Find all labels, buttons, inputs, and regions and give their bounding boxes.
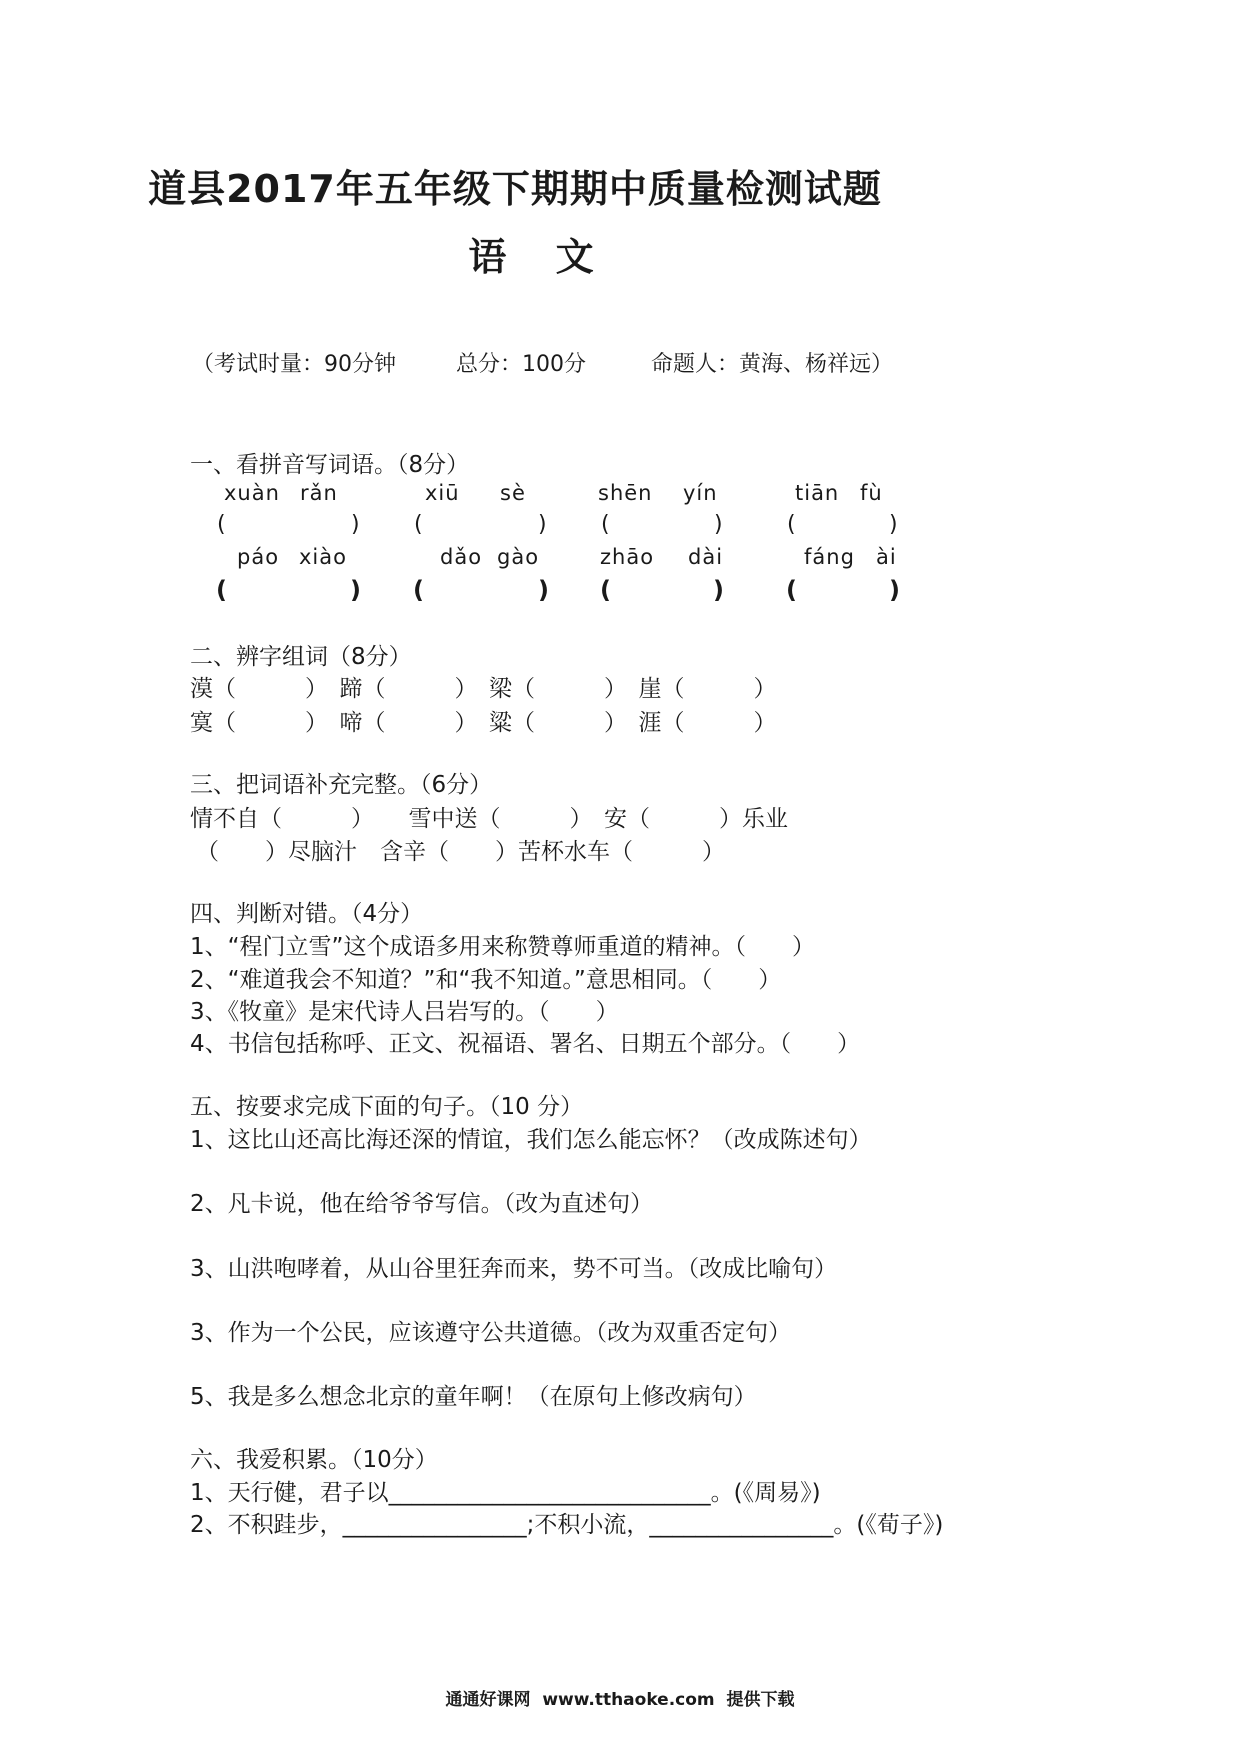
section-6-heading: 六、我爱积累。（10分） xyxy=(190,1447,438,1473)
answer-close-paren: ) xyxy=(538,512,547,537)
section-4-heading: 四、判断对错。（4分） xyxy=(190,901,424,927)
answer-open-paren: ( xyxy=(601,512,610,537)
pinyin: xiào xyxy=(299,545,347,569)
total-score: 总分：100分 xyxy=(456,352,586,377)
sentence-task: 5、我是多么想念北京的童年啊！（在原句上修改病句） xyxy=(190,1384,757,1410)
judge-item: 2、“难道我会不知道？”和“我不知道。”意思相同。（ ） xyxy=(190,967,782,993)
pinyin: tiān xyxy=(795,481,840,505)
answer-close-paren: ) xyxy=(713,576,724,604)
section-2-heading: 二、辨字组词（8分） xyxy=(190,644,412,670)
sentence-task: 2、凡卡说，他在给爷爷写信。（改为直述句） xyxy=(190,1191,654,1217)
subject-title: 语 文 xyxy=(468,235,612,279)
answer-open-paren: ( xyxy=(413,576,424,604)
footer-credit: 通通好课网 www.tthaoke.com 提供下载 xyxy=(445,1690,795,1710)
pinyin: xiū xyxy=(425,481,460,505)
section-1-heading: 一、看拼音写词语。（8分） xyxy=(190,452,470,478)
answer-close-paren: ) xyxy=(889,512,898,537)
judge-item: 3、《牧童》是宋代诗人吕岩写的。（ ） xyxy=(190,999,619,1025)
accumulate-item: 1、天行健，君子以____________________________。(《周易》) xyxy=(190,1480,821,1506)
exam-time: （考试时量：90分钟 xyxy=(192,352,396,377)
answer-close-paren: ) xyxy=(350,576,361,604)
judge-item: 1、“程门立雪”这个成语多用来称赞尊师重道的精神。（ ） xyxy=(190,934,815,960)
section-5-heading: 五、按要求完成下面的句子。（10 分） xyxy=(190,1094,584,1120)
word-group-line: 漠（ ） 蹄（ ） 梁（ ） 崖（ ） xyxy=(190,676,777,702)
idiom-line: 情不自（ ） 雪中送（ ） 安（ ）乐业 xyxy=(190,806,788,832)
pinyin: yín xyxy=(683,481,718,505)
pinyin: shēn xyxy=(598,481,653,505)
word-group-line: 寞（ ） 啼（ ） 粱（ ） 涯（ ） xyxy=(190,710,777,736)
answer-close-paren: ) xyxy=(538,576,549,604)
pinyin: dǎo xyxy=(440,545,483,569)
pinyin: dài xyxy=(688,545,724,569)
section-3-heading: 三、把词语补充完整。（6分） xyxy=(190,772,493,798)
pinyin: ài xyxy=(876,545,897,569)
answer-open-paren: ( xyxy=(217,512,226,537)
exam-title: 道县2017年五年级下期期中质量检测试题 xyxy=(148,167,882,211)
answer-close-paren: ) xyxy=(714,512,723,537)
answer-open-paren: ( xyxy=(216,576,227,604)
answer-open-paren: ( xyxy=(786,576,797,604)
answer-close-paren: ) xyxy=(351,512,360,537)
exam-author: 命题人：黄海、杨祥远） xyxy=(651,352,894,377)
pinyin: fù xyxy=(860,481,883,505)
pinyin: gào xyxy=(497,545,540,569)
pinyin: zhāo xyxy=(600,545,655,569)
pinyin: fáng xyxy=(804,545,855,569)
judge-item: 4、书信包括称呼、正文、祝福语、署名、日期五个部分。（ ） xyxy=(190,1031,861,1057)
answer-open-paren: ( xyxy=(787,512,796,537)
pinyin: rǎn xyxy=(300,481,338,505)
sentence-task: 3、山洪咆哮着，从山谷里狂奔而来，势不可当。（改成比喻句） xyxy=(190,1256,838,1282)
sentence-task: 3、作为一个公民，应该遵守公共道德。（改为双重否定句） xyxy=(190,1320,792,1346)
pinyin: sè xyxy=(500,481,526,505)
answer-open-paren: ( xyxy=(600,576,611,604)
accumulate-item: 2、不积跬步，________________;不积小流，________________。(《荀子》) xyxy=(190,1512,944,1538)
pinyin: xuàn xyxy=(224,481,280,505)
pinyin: páo xyxy=(237,545,280,569)
answer-close-paren: ) xyxy=(889,576,900,604)
sentence-task: 1、这比山还高比海还深的情谊，我们怎么能忘怀？（改成陈述句） xyxy=(190,1127,872,1153)
idiom-line: （ ）尽脑汁 含辛（ ）苦杯水车（ ） xyxy=(196,839,725,865)
answer-open-paren: ( xyxy=(414,512,423,537)
